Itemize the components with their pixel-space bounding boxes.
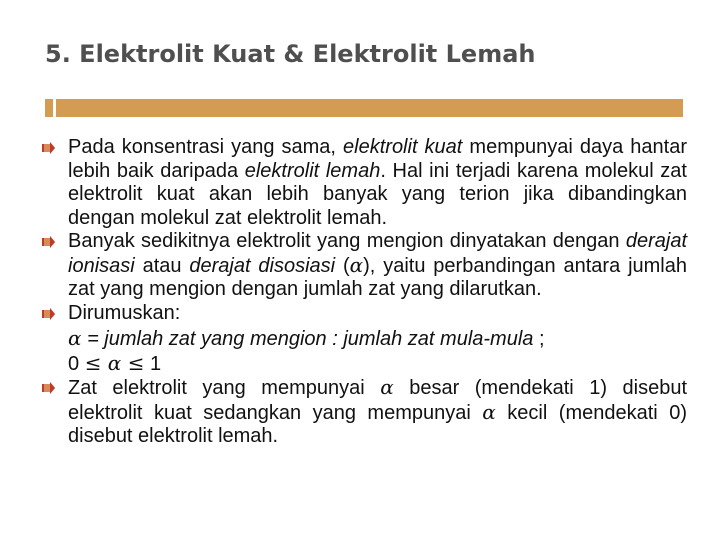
alpha-symbol: α bbox=[101, 350, 128, 375]
arrow-bullet-icon bbox=[42, 308, 56, 320]
item-text: Dirumuskan: bbox=[68, 301, 181, 324]
item-text-emphasis: derajat disosiasi bbox=[189, 254, 336, 277]
accent-bar-right bbox=[56, 99, 683, 117]
arrow-bullet-icon bbox=[42, 382, 56, 394]
item-text: Pada konsentrasi yang sama, bbox=[68, 136, 344, 158]
item-text: Zat elektrolit yang mempunyai bbox=[68, 377, 381, 399]
list-item bbox=[42, 136, 687, 230]
less-equal-symbol: ≤ bbox=[84, 350, 102, 375]
range-zero: 0 bbox=[68, 352, 85, 375]
item-text: Banyak sedikitnya elektrolit yang mengion dinyatakan dengan bbox=[68, 230, 626, 252]
formula-expression: = jumlah zat yang mengion : jumlah zat mula-mula bbox=[81, 328, 534, 350]
item-text-emphasis: elektrolit lemah bbox=[244, 159, 381, 182]
alpha-symbol: α bbox=[380, 375, 394, 399]
arrow-bullet-icon bbox=[42, 236, 56, 248]
item-text: kecil (mendekati 0) disebut elektrolit lemah. bbox=[68, 401, 687, 447]
title-accent-bar bbox=[45, 99, 683, 117]
formula-range bbox=[42, 352, 687, 377]
alpha-symbol: α bbox=[68, 326, 82, 350]
list-item bbox=[42, 302, 687, 326]
item-text: atau bbox=[134, 254, 190, 277]
alpha-symbol: α bbox=[482, 399, 496, 424]
item-text-emphasis: elektrolit kuat bbox=[343, 136, 463, 158]
less-equal-symbol: ≤ bbox=[127, 350, 145, 375]
item-text: . Hal ini terjadi karena molekul zat elektrolit kuat akan lebih banyak yang terion jika dibandingkan dengan molekul zat elektrolit lemah. bbox=[68, 159, 687, 229]
list-item bbox=[42, 376, 687, 449]
formula-terminator: ; bbox=[533, 328, 545, 350]
item-text: mempunyai daya hantar lebih baik daripada bbox=[68, 136, 687, 182]
formula-line bbox=[42, 327, 687, 352]
alpha-symbol: α bbox=[349, 252, 364, 277]
arrow-bullet-icon bbox=[42, 142, 56, 154]
item-text: ( bbox=[335, 254, 350, 277]
range-one: 1 bbox=[144, 352, 162, 375]
item-text-emphasis: derajat ionisasi bbox=[68, 230, 687, 277]
item-text: ), yaitu perbandingan antara jumlah zat yang mengion dengan jumlah zat yang dilarutkan. bbox=[68, 254, 687, 300]
list-item bbox=[42, 230, 687, 302]
page-title: 5. Elektrolit Kuat & Elektrolit Lemah bbox=[45, 40, 536, 68]
item-text: besar (mendekati 1) disebut elektrolit kuat sedangkan yang mempunyai bbox=[68, 377, 688, 424]
bullet-list bbox=[42, 136, 687, 449]
accent-bar-left bbox=[45, 99, 53, 117]
